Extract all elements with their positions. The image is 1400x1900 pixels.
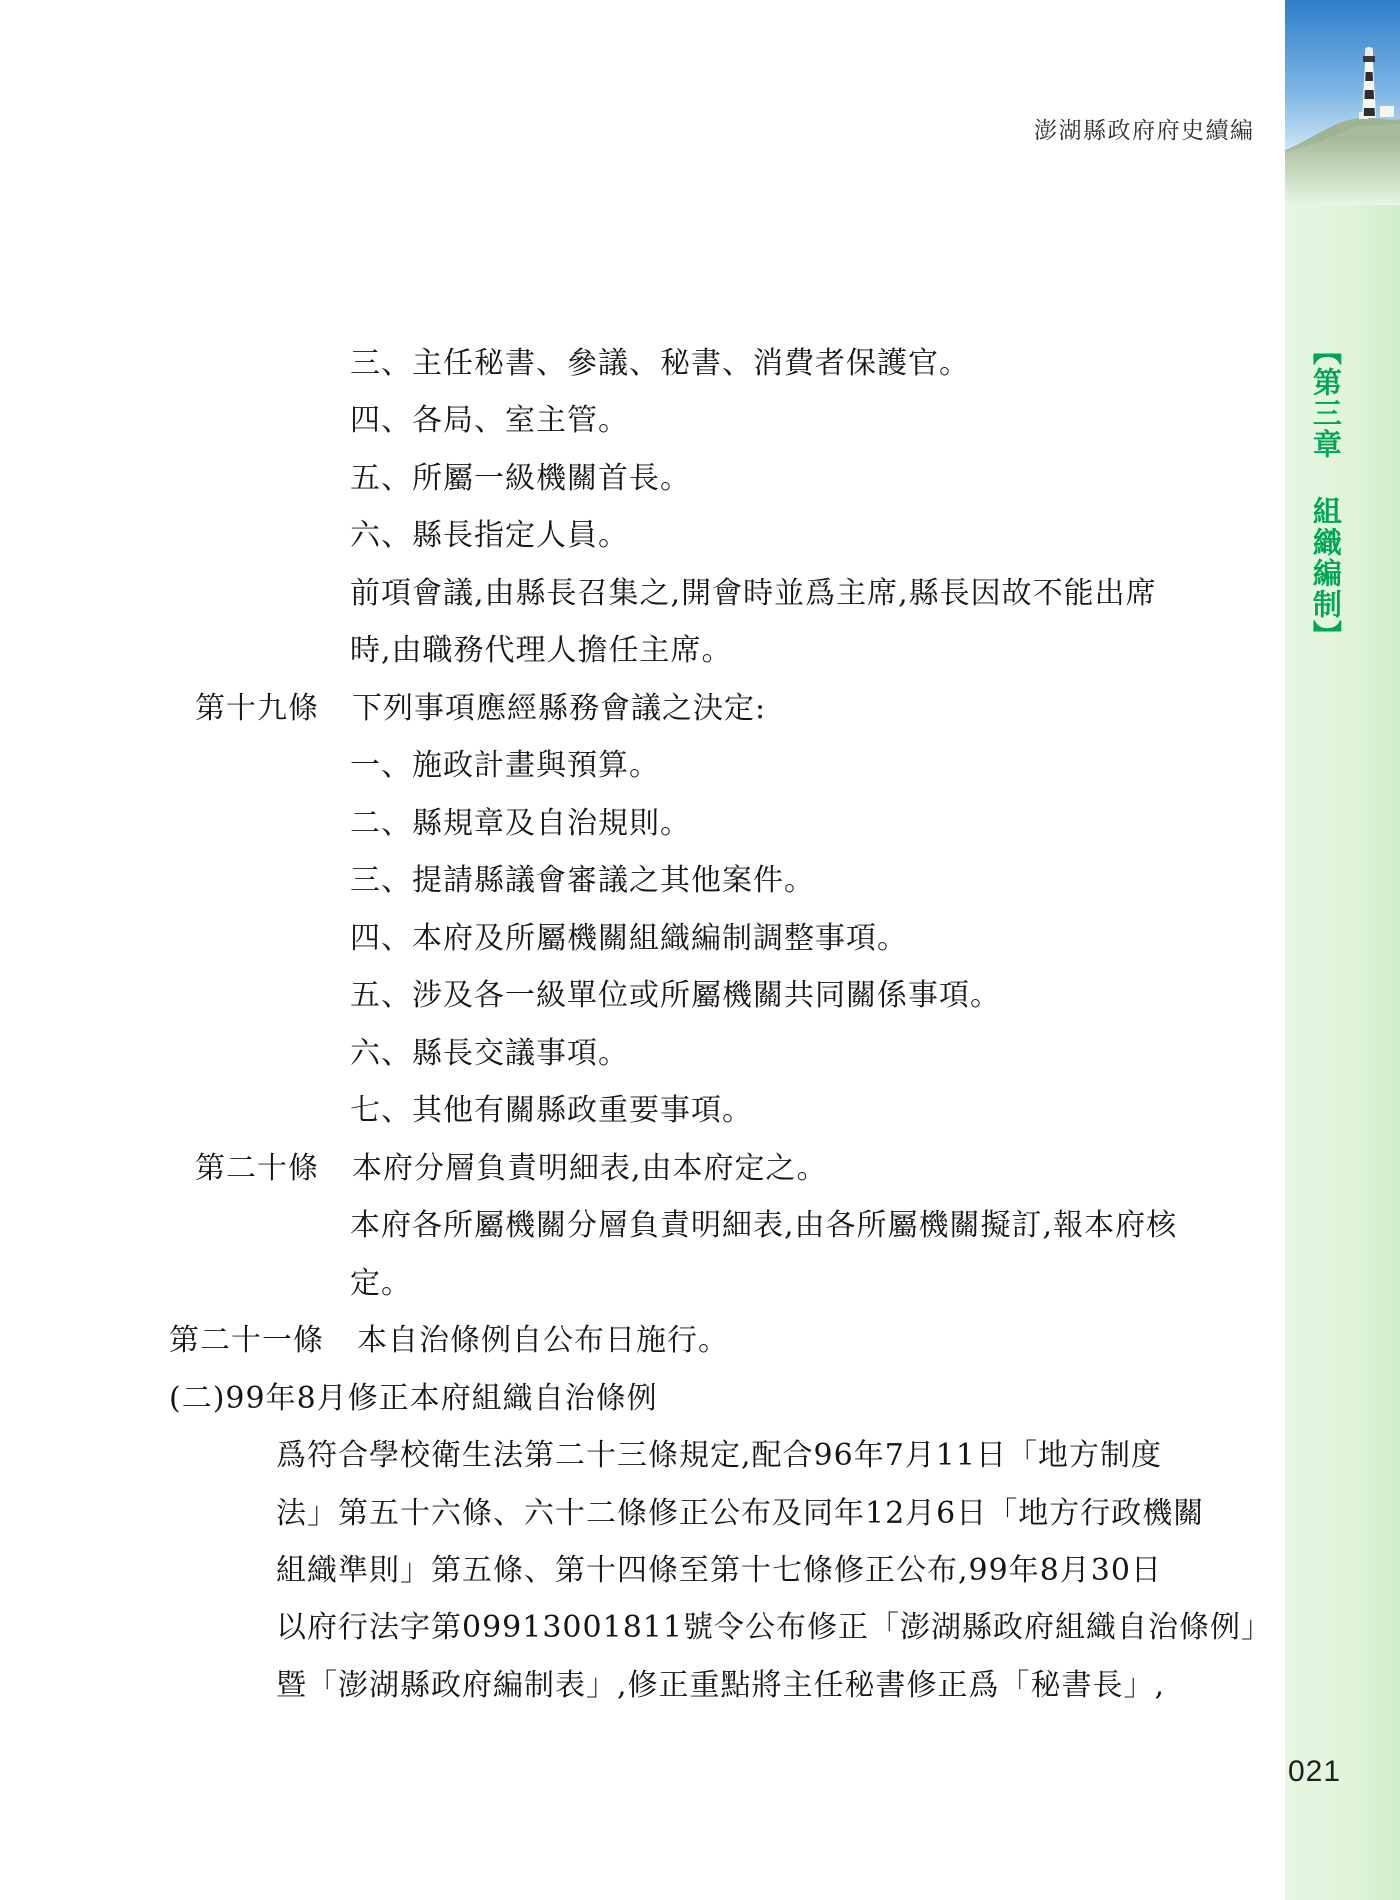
continuation-line: 定。 bbox=[350, 1266, 412, 1301]
article-row bbox=[195, 1149, 828, 1189]
article-text: 本府分層負責明細表,由本府定之。 bbox=[352, 1151, 828, 1186]
chapter-title: 【第三章 組織編制】 bbox=[1308, 336, 1343, 651]
list-item: 四、本府及所屬機關組織編制調整事項。 bbox=[350, 921, 908, 956]
continuation-line: 前項會議,由縣長召集之,開會時並爲主席,縣長因故不能出席 bbox=[350, 576, 1157, 611]
list-item: 二、縣規章及自治規則。 bbox=[350, 806, 691, 841]
article-text: 下列事項應經縣務會議之決定: bbox=[352, 691, 767, 726]
list-item: 五、涉及各一級單位或所屬機關共同關係事項。 bbox=[350, 978, 1001, 1013]
section-heading: (二)99年8月修正本府組織自治條例 bbox=[169, 1381, 658, 1416]
continuation-line: 本府各所屬機關分層負責明細表,由各所屬機關擬訂,報本府核 bbox=[350, 1208, 1178, 1243]
running-head: 澎湖縣政府府史續編 bbox=[1034, 118, 1255, 144]
paragraph-line: 爲符合學校衛生法第二十三條規定,配合96年7月11日「地方制度 bbox=[276, 1438, 1162, 1473]
list-item: 三、提請縣議會審議之其他案件。 bbox=[350, 863, 815, 898]
paragraph-line: 暨「澎湖縣政府編制表」,修正重點將主任秘書修正爲「秘書長」, bbox=[276, 1668, 1166, 1703]
article-number: 第十九條 bbox=[195, 691, 319, 726]
list-item: 六、縣長指定人員。 bbox=[350, 518, 629, 553]
list-item: 六、縣長交議事項。 bbox=[350, 1036, 629, 1071]
list-item: 五、所屬一級機關首長。 bbox=[350, 461, 691, 496]
paragraph-line: 組織準則」第五條、第十四條至第十七條修正公布,99年8月30日 bbox=[276, 1553, 1162, 1588]
list-item: 一、施政計畫與預算。 bbox=[350, 748, 660, 783]
article-text: 本自治條例自公布日施行。 bbox=[357, 1323, 729, 1358]
continuation-line: 時,由職務代理人擔任主席。 bbox=[350, 633, 733, 668]
list-item: 四、各局、室主管。 bbox=[350, 403, 629, 438]
article-number: 第二十條 bbox=[195, 1151, 319, 1186]
list-item: 三、主任秘書、參議、秘書、消費者保護官。 bbox=[350, 346, 970, 381]
paragraph-line: 以府行法字第09913001811號令公布修正「澎湖縣政府組織自治條例」 bbox=[276, 1610, 1272, 1645]
paragraph-line: 法」第五十六條、六十二條修正公布及同年12月6日「地方行政機關 bbox=[276, 1496, 1205, 1531]
article-row bbox=[195, 689, 766, 729]
article-number: 第二十一條 bbox=[169, 1323, 324, 1358]
chapter-sidebar bbox=[1285, 0, 1400, 1900]
lighthouse-photo-icon bbox=[1285, 0, 1400, 205]
list-item: 七、其他有關縣政重要事項。 bbox=[350, 1093, 753, 1128]
page-number: 021 bbox=[1288, 1755, 1342, 1788]
article-row bbox=[169, 1321, 729, 1361]
